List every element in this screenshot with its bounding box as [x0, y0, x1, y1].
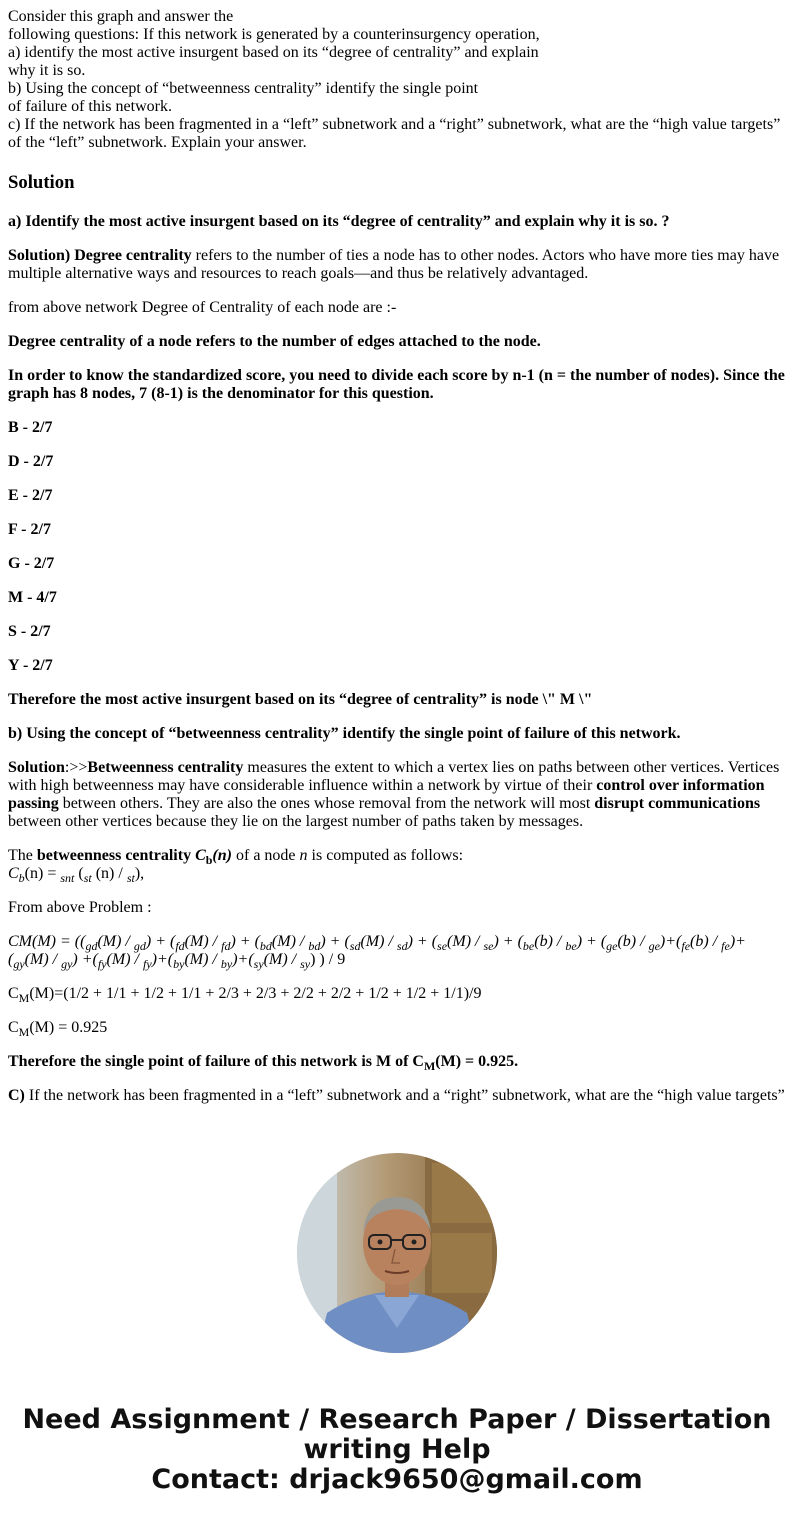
cm-text: ) + (	[230, 933, 260, 950]
cb-symbol: C	[195, 847, 206, 864]
cm-text: (b) /	[617, 933, 649, 950]
cm-text: ) + (	[493, 933, 523, 950]
solution-heading: Solution	[8, 172, 75, 193]
answer-document	[8, 8, 788, 1123]
question-line: b) Using the concept of “betweenness centrality” identify the single point	[8, 80, 479, 97]
cm-result	[8, 1019, 788, 1037]
cm-text: (M) /	[263, 951, 301, 968]
degree-definition: Degree centrality of a node refers to the number of edges attached to the node.	[8, 333, 541, 350]
cm-sub: be	[522, 939, 535, 953]
part-a-intro	[8, 247, 788, 283]
conclusion-text: Therefore the single point of failure of this network is M of C	[8, 1053, 424, 1070]
cm-sub: sy	[253, 957, 264, 971]
cm-sub: se	[483, 939, 494, 953]
part-a-question: a) Identify the most active insurgent based on its “degree of centrality” and explain why it is so. ?	[8, 213, 670, 230]
betweenness-explanation	[8, 759, 788, 831]
cm-sub: fy	[142, 957, 152, 971]
betweenness-definition	[8, 847, 788, 883]
cm-sub: M	[18, 991, 30, 1005]
cm-sub: fd	[221, 939, 231, 953]
part-a-conclusion: Therefore the most active insurgent based on its “degree of centrality” is node \" M \"	[8, 691, 593, 708]
cm-result-text: (M) = 0.925	[29, 1019, 108, 1036]
contact-email[interactable]: Contact: drjack9650@gmail.com	[151, 1464, 643, 1495]
cm-sub: bd	[308, 939, 321, 953]
cm-text: (M) /	[184, 951, 221, 968]
cm-sub: gy	[61, 957, 73, 971]
promo-line: Need Assignment / Research Paper / Dissertation	[22, 1404, 772, 1435]
cm-sub: bd	[259, 939, 272, 953]
question-line: of failure of this network.	[8, 98, 172, 115]
cm-text: )+(	[659, 933, 682, 950]
formula-sub: snt	[60, 871, 75, 885]
formula-sub: st	[83, 871, 92, 885]
part-a-intro-bold: Solution) Degree centrality	[8, 247, 192, 264]
node-degree-f: F - 2/7	[8, 521, 51, 538]
cm-text: ) ) / 9	[310, 951, 346, 968]
tutor-avatar	[297, 1153, 497, 1353]
node-degree-y: Y - 2/7	[8, 657, 53, 674]
cb-arg: (n)	[212, 847, 232, 864]
part-a-from: from above network Degree of Centrality of each node are :-	[8, 299, 397, 316]
cm-c: C	[8, 1019, 19, 1036]
def-text: of a node	[231, 847, 300, 864]
conclusion-text: (M) = 0.925.	[435, 1053, 519, 1070]
def-text: The	[8, 847, 37, 864]
def-text: is computed as follows:	[307, 847, 464, 864]
explanation-text: between others. They are also the ones whose removal from the network will most	[58, 795, 595, 812]
node-degree-s: S - 2/7	[8, 623, 51, 640]
cm-calculation	[8, 985, 788, 1003]
question-line: a) identify the most active insurgent based on its “degree of centrality” and explain	[8, 44, 539, 61]
cm-text: (M) /	[184, 933, 222, 950]
cm-text: (M) /	[106, 951, 143, 968]
promo-line: writing Help	[303, 1434, 491, 1465]
formula-text: (n) /	[91, 865, 127, 882]
cm-sub: by	[173, 957, 185, 971]
cm-text: (M) /	[360, 933, 397, 950]
def-term: betweenness centrality	[36, 847, 196, 864]
cm-text: (b) /	[534, 933, 566, 950]
promo-text	[0, 1405, 794, 1495]
betweenness-term: Betweenness centrality	[87, 759, 244, 776]
cb-subscript: b	[205, 853, 213, 867]
question-line: why it is so.	[8, 62, 86, 79]
explanation-text: measures the extent to which a vertex lies on paths between other vertices. Vertices with high betweenness may have considerable influence within a network by virtue of their	[8, 759, 780, 794]
control-term: control over information passing	[8, 777, 765, 812]
part-b-question: b) Using the concept of “betweenness centrality” identify the single point of failure of this network.	[8, 725, 681, 742]
cm-sub: sd	[396, 939, 408, 953]
betweenness-formula	[8, 865, 145, 885]
question-line: of the “left” subnetwork. Explain your answer.	[8, 134, 307, 151]
cm-formula	[8, 933, 788, 969]
node-var: n	[299, 847, 308, 864]
cm-text: )+(	[232, 951, 254, 968]
cm-text: (M) /	[24, 951, 62, 968]
question-line: c) If the network has been fragmented in a “left” subnetwork and a “right” subnetwork, what are the “high value targets”	[8, 116, 781, 133]
explanation-text: between other vertices because they lie on the largest number of paths taken by messages.	[8, 813, 584, 830]
cm-text: ) +(	[72, 951, 98, 968]
cm-text: (M) /	[271, 933, 309, 950]
cm-sub: gy	[13, 957, 25, 971]
cm-text: (M) /	[97, 933, 134, 950]
part-c-partial	[8, 1087, 788, 1105]
question-line: following questions: If this network is generated by a counterinsurgency operation,	[8, 26, 540, 43]
node-degree-g: G - 2/7	[8, 555, 55, 572]
node-degree-b: B - 2/7	[8, 419, 53, 436]
node-degree-e: E - 2/7	[8, 487, 53, 504]
cm-sub: fe	[721, 939, 730, 953]
formula-c: C	[8, 865, 19, 882]
cm-sub: sy	[300, 957, 311, 971]
cm-sub: gd	[85, 939, 98, 953]
cm-sub: fe	[681, 939, 691, 953]
conclusion-sub: M	[423, 1059, 436, 1073]
cm-c: C	[8, 985, 19, 1002]
cm-text: ) + (	[320, 933, 350, 950]
question-text	[8, 8, 788, 152]
cm-text: (b) /	[690, 933, 722, 950]
formula-text: (	[74, 865, 84, 882]
part-c-label: C)	[8, 1087, 25, 1104]
part-b-conclusion	[8, 1053, 788, 1071]
from-above-problem: From above Problem :	[8, 899, 152, 916]
cm-text: )+(	[151, 951, 174, 968]
formula-text: ),	[134, 865, 145, 882]
node-degree-m: M - 4/7	[8, 589, 57, 606]
cm-sub: ge	[606, 939, 618, 953]
cm-sub: sd	[349, 939, 361, 953]
disrupt-term: disrupt communications	[594, 795, 761, 812]
solution-label: Solution	[8, 759, 65, 776]
formula-text: (n) =	[24, 865, 61, 882]
cm-sub: M	[18, 1025, 30, 1039]
part-a-intro-text: refers to the number of ties a node has to other nodes. Actors who have more ties may have multiple alternative ways and resources to reach goals—and thus be relatively advantaged.	[8, 247, 780, 282]
cm-sub: by	[220, 957, 233, 971]
cm-sub: be	[565, 939, 577, 953]
cm-text: ) + (	[407, 933, 438, 950]
cm-sub: fd	[175, 939, 185, 953]
cm-text: CM(M) = ((	[8, 933, 86, 950]
cm-sub: ge	[648, 939, 660, 953]
cm-text: ) + (	[145, 933, 176, 950]
question-line: Consider this graph and answer the	[8, 8, 234, 25]
formula-sub: st	[126, 871, 135, 885]
node-degree-d: D - 2/7	[8, 453, 54, 470]
cm-sub: gd	[133, 939, 146, 953]
cm-sub: se	[437, 939, 448, 953]
cm-sub: fy	[97, 957, 107, 971]
arrow-text: :>>	[64, 759, 88, 776]
cm-text: ) + (	[576, 933, 607, 950]
formula-sub: b	[18, 871, 25, 885]
cm-text: (M) /	[447, 933, 484, 950]
standardized-note: In order to know the standardized score, you need to divide each score by n-1 (n = the number of nodes). Since the graph has 8 nodes, 7 (8-1) is the denominator for this question.	[8, 367, 785, 402]
cm-text: )+ (	[8, 933, 746, 968]
promo-footer	[0, 1123, 794, 1523]
tutor-avatar-photo	[297, 1153, 497, 1353]
part-c-text: If the network has been fragmented in a “left” subnetwork and a “right” subnetwork, what are the “high value targets”	[24, 1087, 785, 1104]
cm-calc-text: (M)=(1/2 + 1/1 + 1/2 + 1/1 + 2/3 + 2/3 + 2/2 + 2/2 + 1/2 + 1/2 + 1/1)/9	[29, 985, 482, 1002]
